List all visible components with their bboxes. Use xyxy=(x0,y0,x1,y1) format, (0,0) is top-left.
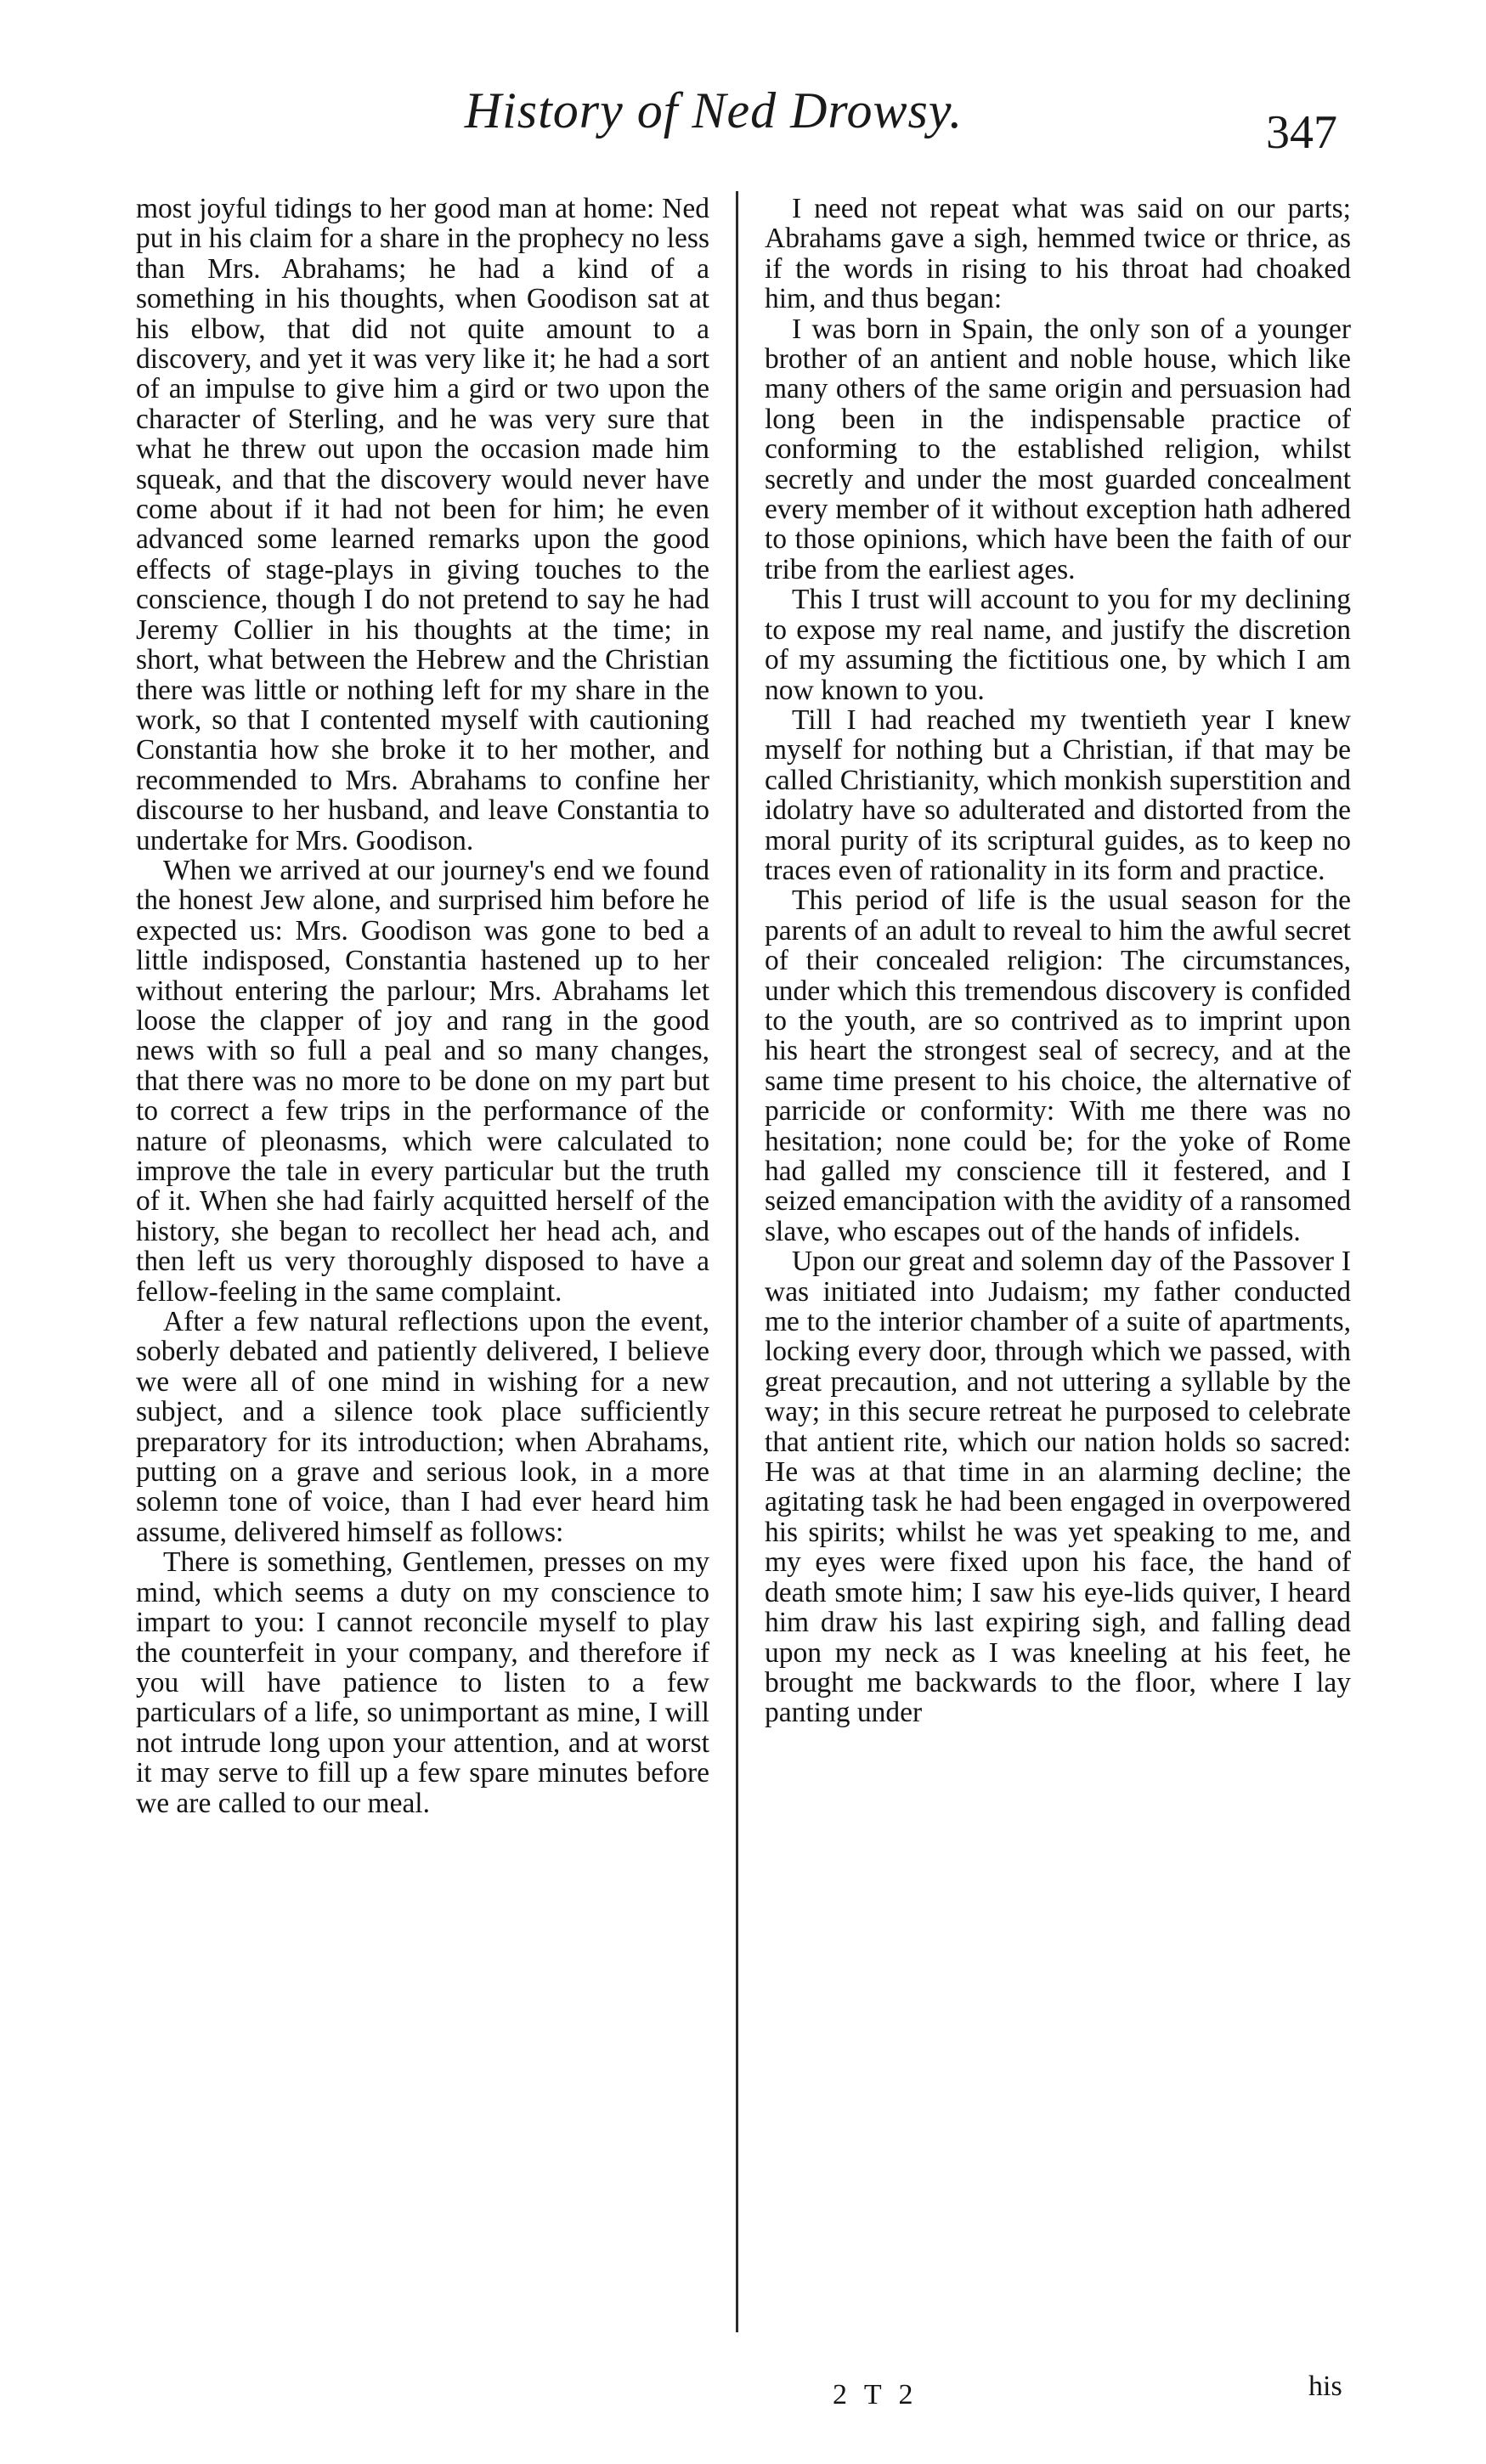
catchword: his xyxy=(1308,2371,1342,2402)
paragraph: This period of life is the usual season for the parents of an adult to reveal to him the awful secret of their concealed religion: The circumstances, under which this tremendous discovery is confided to the youth, are so contrived as to imprint upon his heart the strongest seal of secrecy, and at the same time present to his choice, the alternative of parricide or conformity: With me there was no hesitation; none could be; for the yoke of Rome had galled my conscience till it festered, and I seized emancipation with the avidity of a ransomed slave, who escapes out of the hands of infidels. xyxy=(765,884,1351,1247)
left-text-column xyxy=(136,194,709,2352)
signature-mark: 2 T 2 xyxy=(833,2379,918,2410)
paragraph: There is something, Gentlemen, presses on my mind, which seems a duty on my conscience to impart to you: I cannot reconcile myself to play the counterfeit in your company, and therefore if you will have patience to listen to a few particulars of a life, so unimportant as mine, I will not intrude long upon your attention, and at worst it may serve to fill up a few spare minutes before we are called to our meal. xyxy=(136,1546,709,1819)
paragraph: Till I had reached my twentieth year I knew myself for nothing but a Christian, if that may be called Christianity, which monkish superstition and idolatry have so adulterated and distorted from the moral purity of its scriptural guides, as to keep no traces even of rationality in its form and practice. xyxy=(765,704,1351,886)
column-divider-rule xyxy=(736,191,738,2332)
right-text-column xyxy=(765,194,1351,2352)
paragraph: When we arrived at our journey's end we found the honest Jew alone, and surprised him before he expected us: Mrs. Goodison was gone to bed a little indisposed, Constantia hastened up to her without entering the parlour; Mrs. Abrahams let loose the clapper of joy and rang in the good news with so full a peal and so many changes, that there was no more to be done on my part but to correct a few trips in the performance of the nature of pleonasms, which were calculated to improve the tale in every particular but the truth of it. When she had fairly acquitted herself of the history, she began to recollect her head ach, and then left us very thoroughly disposed to have a fellow-feeling in the same complaint. xyxy=(136,854,709,1308)
paragraph: I was born in Spain, the only son of a younger brother of an antient and noble house, which like many others of the same origin and persuasion had long been in the indispensable practice of conforming to the established religion, whilst secretly and under the most guarded concealment every member of it without exception hath adhered to those opinions, which have been the faith of our tribe from the earliest ages. xyxy=(765,313,1351,585)
paragraph: After a few natural reflections upon the event, soberly debated and patiently delivered, I believe we were all of one mind in wishing for a new subject, and a silence took place sufficiently preparatory for its introduction; when Abrahams, putting on a grave and serious look, in a more solemn tone of voice, than I had ever heard him assume, delivered himself as follows: xyxy=(136,1306,709,1548)
running-title: History of Ned Drowsy. xyxy=(464,82,963,138)
paragraph: Upon our great and solemn day of the Passover I was initiated into Judaism; my father conducted me to the interior chamber of a suite of apartments, locking every door, through which we passed, with great precaution, and not uttering a syllable by the way; in this secure retreat he purposed to celebrate that antient rite, which our nation holds so sacred: He was at that time in an alarming decline; the agitating task he had been engaged in overpowered his spirits; whilst he was yet speaking to me, and my eyes were fixed upon his face, the hand of death smote him; I saw his eye-lids quiver, I heard him draw his last expiring sigh, and falling dead upon my neck as I was kneeling at his feet, he brought me backwards to the floor, where I lay panting under xyxy=(765,1246,1351,1729)
page-number: 347 xyxy=(1266,106,1337,159)
paragraph: This I trust will account to you for my declining to expose my real name, and justify the discretion of my assuming the fictitious one, by which I am now known to you. xyxy=(765,584,1351,706)
paragraph: I need not repeat what was said on our parts; Abrahams gave a sigh, hemmed twice or thrice, as if the words in rising to his throat had choaked him, and thus began: xyxy=(765,194,1351,315)
paragraph: most joyful tidings to her good man at home: Ned put in his claim for a share in the prophecy no less than Mrs. Abrahams; he had a kind of a something in his thoughts, when Goodison sat at his elbow, that did not quite amount to a discovery, and yet it was very like it; he had a sort of an impulse to give him a gird or two upon the character of Sterling, and he was very sure that what he threw out upon the occasion made him squeak, and that the discovery would never have come about if it had not been for him; he even advanced some learned remarks upon the good effects of stage-plays in giving touches to the conscience, though I do not pretend to say he had Jeremy Collier in his thoughts at the time; in short, what between the Hebrew and the Christian there was little or nothing left for my share in the work, so that I contented myself with cautioning Constantia how she broke it to her mother, and recommended to Mrs. Abrahams to confine her discourse to her husband, and leave Constantia to undertake for Mrs. Goodison. xyxy=(136,194,709,856)
page-header xyxy=(0,82,1486,175)
page-footer xyxy=(0,2371,1486,2430)
